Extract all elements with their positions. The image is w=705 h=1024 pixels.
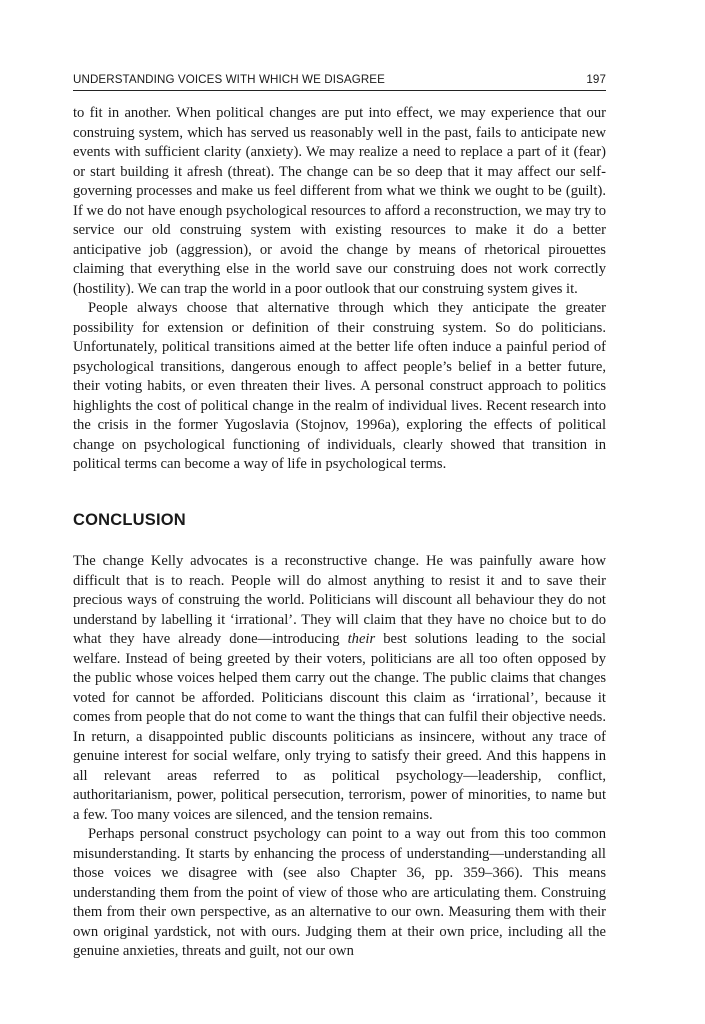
- paragraph-1: to fit in another. When political changes are put into effect, we may experience that our construing system, which has served us reasonably well in the past, fails to anticipate new events with sufficient clarity (anxiety). We may realize a need to replace a part of it (fear) or start building it afresh (threat). The change can be so deep that it may affect our self-governing processes and make us feel different from what we think we ought to be (guilt). If we do not have enough psychological resources to afford a reconstruction, we may try to service our old construing system with existing resources to make it do a better anticipative job (aggression), or avoid the change by means of rhetorical pirouettes claiming that everything else in the world save our construing does not work correctly (hostility). We can trap the world in a poor outlook that our construing system gives it.: [73, 105, 606, 297]
- header-rule: [73, 90, 606, 91]
- paragraph-3-part-a: The change Kelly advocates is a reconstructive change. He was painfully aware how difficult that is to reach. People will do almost anything to resist it and to save their precious ways of construing the world. Politicians will discount all behaviour they do not understand by labelling it ‘irrational’. They will claim that they have no choice but to do what they have already done—introducing: [73, 553, 606, 647]
- paragraph-4: Perhaps personal construct psychology can point to a way out from this too common misunderstanding. It starts by enhancing the process of understanding—understanding all those voices we disagree with (see also Chapter 36, pp. 359–366). This means understanding them from the point of view of those who are articulating them. Construing them from their own perspective, as an alternative to our own. Measuring them with their own original yardstick, not with ours. Judging them at their own price, including all the genuine anxieties, threats and guilt, not our own: [73, 826, 606, 959]
- page-number: 197: [586, 73, 606, 86]
- section-heading-conclusion: CONCLUSION: [73, 511, 186, 529]
- paragraph-3: [73, 552, 606, 825]
- paragraph-3-emphasis: their: [347, 631, 376, 647]
- paragraph-2: People always choose that alternative through which they anticipate the greater possibility for extension or definition of their construing system. So do politicians. Unfortunately, political transitions aimed at the better life often induce a painful period of psychological transitions, dangerous enough to affect people’s belief in a better future, their voting habits, or even threaten their lives. A personal construct approach to politics highlights the cost of political change in the realm of individual lives. Recent research into the crisis in the former Yugoslavia (Stojnov, 1996a), exploring the effects of political change on psychological functioning of individuals, clearly showed that transition in political terms can become a way of life in psychological terms.: [73, 300, 606, 472]
- running-head: [73, 66, 606, 86]
- running-head-title: UNDERSTANDING VOICES WITH WHICH WE DISAGREE: [73, 73, 385, 86]
- section-body-conclusion: [73, 552, 606, 962]
- section-body-top: [73, 104, 606, 475]
- paragraph-3-part-b: best solutions leading to the social welfare. Instead of being greeted by their voters, politicians are all too often opposed by the public whose voices helped them carry out the change. The public claims that changes voted for cannot be afforded. Politicians discount this claim as ‘irrational’, because it comes from people that do not come to want the things that can fulfil their objective needs. In return, a disappointed public discounts politicians as insincere, without any trace of genuine interest for social welfare, only trying to satisfy their greed. And this happens in all relevant areas referred to as political psychology—leadership, conflict, authoritarianism, power, political persecution, terrorism, power of minorities, to name but a few. Too many voices are silenced, and the tension remains.: [73, 631, 606, 823]
